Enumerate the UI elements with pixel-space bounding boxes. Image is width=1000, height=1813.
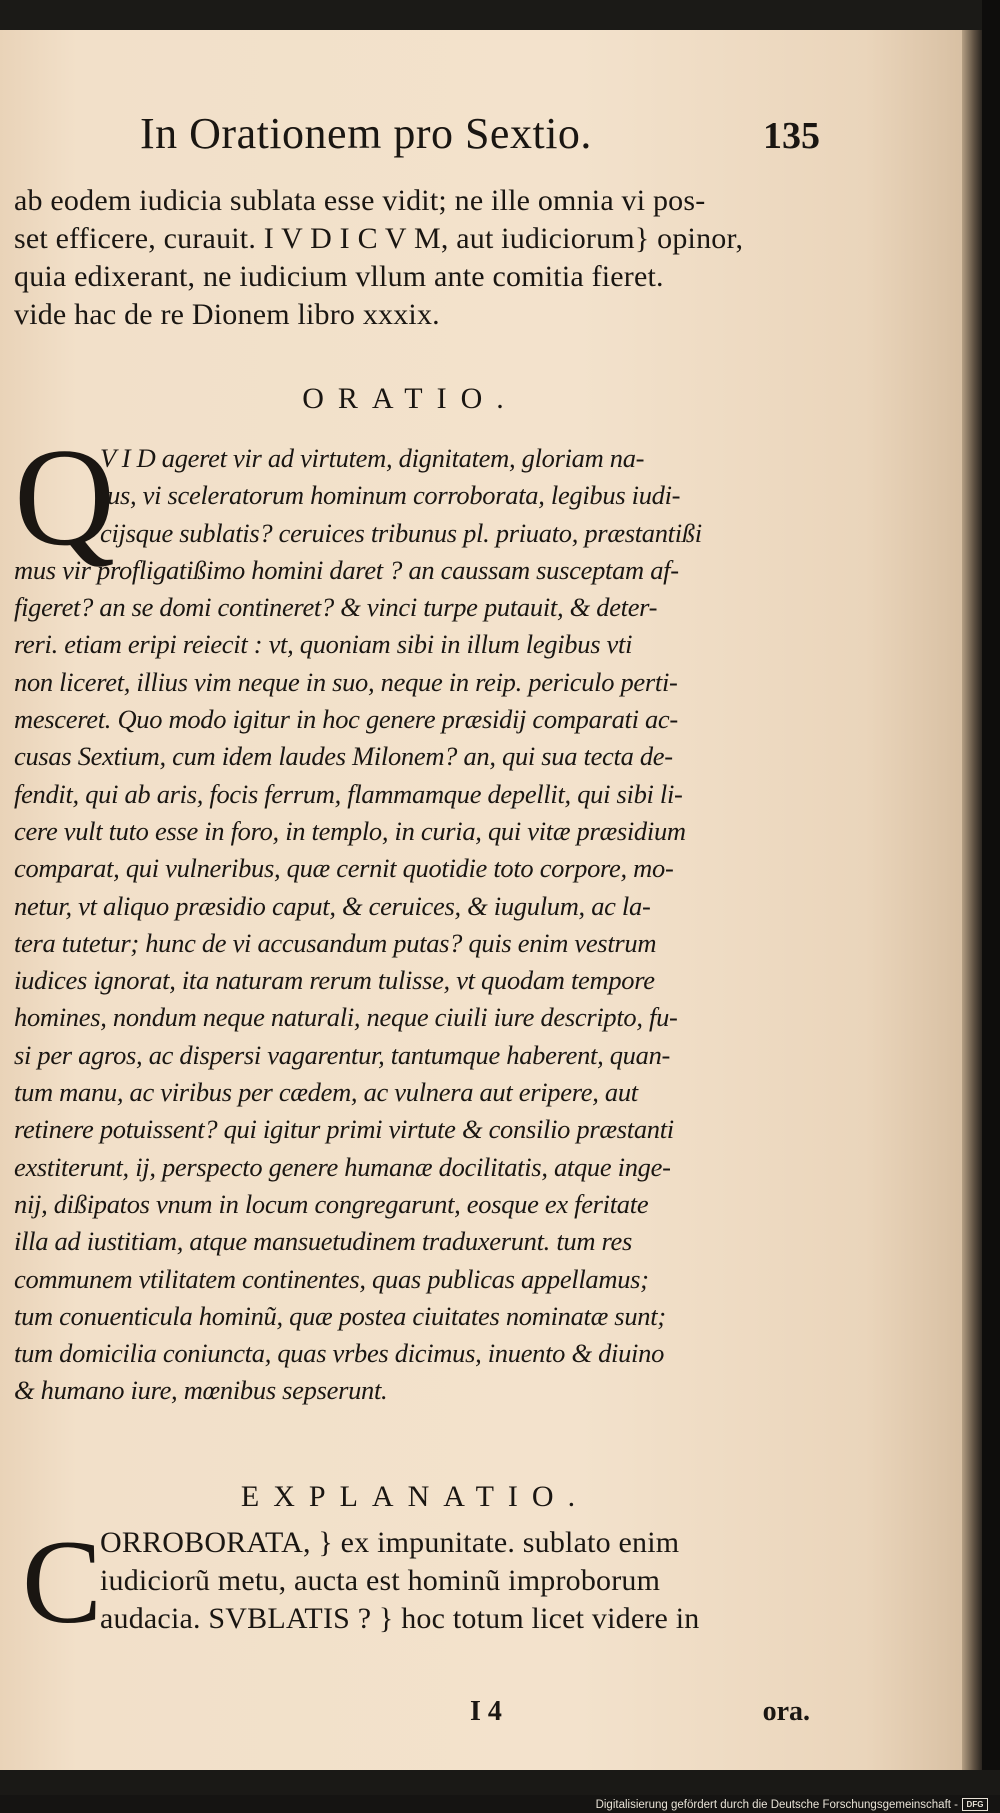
explanatio-heading: EXPLANATIO. bbox=[240, 1480, 590, 1513]
bottom-shadow bbox=[0, 1770, 1000, 1795]
text-line: ORROBORATA, } ex impunitate. sublato enim bbox=[100, 1526, 680, 1559]
text-line: retinere potuissent? qui igitur primi virtute & consilio præstanti bbox=[14, 1114, 674, 1145]
book-spine bbox=[982, 0, 1000, 1795]
text-line: tum domicilia coniuncta, quas vrbes dicimus, inuento & diuino bbox=[14, 1338, 665, 1369]
text-line: iudiciorũ metu, aucta est hominũ improborum bbox=[100, 1564, 661, 1597]
text-line: reri. etiam eripi reiecit : vt, quoniam sibi in illum legibus vti bbox=[14, 629, 633, 660]
text-line: figeret? an se domi contineret? & vinci turpe putauit, & deter- bbox=[14, 592, 658, 623]
text-line: tera tutetur; hunc de vi accusandum putas? quis enim vestrum bbox=[14, 927, 657, 958]
text-line: cere vult tuto esse in foro, in templo, in curia, qui vitæ præsidium bbox=[14, 815, 686, 846]
text-line: tus, vi sceleratorum hominum corroborata, legibus iudi- bbox=[100, 480, 681, 511]
text-line: ab eodem iudicia sublata esse vidit; ne ille omnia vi pos- bbox=[14, 184, 706, 217]
text-line: si per agros, ac dispersi vagarentur, tantumque haberent, quan- bbox=[14, 1039, 671, 1070]
text-line: comparat, qui vulneribus, quæ cernit quotidie toto corpore, mo- bbox=[14, 853, 674, 884]
book-page bbox=[0, 30, 962, 1770]
page-number: 135 bbox=[763, 115, 820, 157]
digitization-credit bbox=[596, 1798, 988, 1811]
signature-row bbox=[470, 1696, 810, 1728]
text-line: iudices ignorat, ita naturam rerum tulisse, vt quodam tempore bbox=[14, 965, 655, 996]
text-line: tum manu, ac viribus per cædem, ac vulnera aut eripere, aut bbox=[14, 1077, 638, 1108]
text-line: cijsque sublatis? ceruices tribunus pl. priuato, præstantißi bbox=[100, 517, 702, 548]
text-line: mesceret. Quo modo igitur in hoc genere præsidij comparati ac- bbox=[14, 704, 678, 735]
text-line: exstiterunt, ij, perspecto genere humanæ docilitatis, atque inge- bbox=[14, 1151, 671, 1182]
text-line: netur, vt aliquo præsidio caput, & ceruices, & iugulum, ac la- bbox=[14, 890, 651, 921]
explanatio-text bbox=[14, 1524, 814, 1638]
credit-text: Digitalisierung gefördert durch die Deutsche Forschungsgemeinschaft - bbox=[595, 1798, 958, 1811]
text-line: set efficere, curauit. I V D I C V M, aut iudiciorum} opinor, bbox=[14, 222, 744, 255]
text-line: mus vir profligatißimo homini daret ? an caussam susceptam af- bbox=[14, 554, 679, 585]
oratio-dropcap: Q bbox=[14, 420, 116, 575]
text-line: illa ad iustitiam, atque mansuetudinem traduxerunt. tum res bbox=[14, 1226, 633, 1257]
text-line: vide hac de re Dionem libro xxxix. bbox=[14, 298, 440, 331]
text-line: fendit, qui ab aris, focis ferrum, flammamque depellit, qui sibi li- bbox=[14, 778, 683, 809]
text-line: quia edixerant, ne iudicium vllum ante comitia fieret. bbox=[14, 260, 664, 293]
intro-paragraph bbox=[14, 182, 814, 334]
explanatio-dropcap: C bbox=[22, 1515, 103, 1648]
signature-mark: I 4 bbox=[470, 1696, 502, 1727]
running-title: In Orationem pro Sextio. bbox=[140, 109, 592, 158]
text-line: nij, dißipatos vnum in locum congregarunt, eosque ex feritate bbox=[14, 1188, 649, 1219]
text-line: homines, nondum neque naturali, neque ciuili iure descripto, fu- bbox=[14, 1002, 678, 1033]
running-header bbox=[140, 108, 820, 176]
dfg-logo: DFG bbox=[962, 1798, 988, 1811]
oratio-heading: ORATIO. bbox=[302, 382, 518, 415]
oratio-text bbox=[14, 440, 814, 1410]
page-edge bbox=[962, 30, 982, 1770]
text-line: tum conuenticula hominũ, quæ postea ciuitates nominatæ sunt; bbox=[14, 1300, 666, 1331]
text-line: non liceret, illius vim neque in suo, neque in reip. periculo perti- bbox=[14, 666, 678, 697]
text-line: & humano iure, mœnibus sepserunt. bbox=[14, 1375, 388, 1406]
text-line: audacia. SVBLATIS ? } hoc totum licet videre in bbox=[100, 1602, 700, 1635]
text-line: cusas Sextium, cum idem laudes Milonem? an, qui sua tecta de- bbox=[14, 741, 673, 772]
text-line: communem vtilitatem continentes, quas publicas appellamus; bbox=[14, 1263, 649, 1294]
text-line: V I D ageret vir ad virtutem, dignitatem, gloriam na- bbox=[100, 443, 645, 473]
catchword: ora. bbox=[762, 1696, 810, 1727]
